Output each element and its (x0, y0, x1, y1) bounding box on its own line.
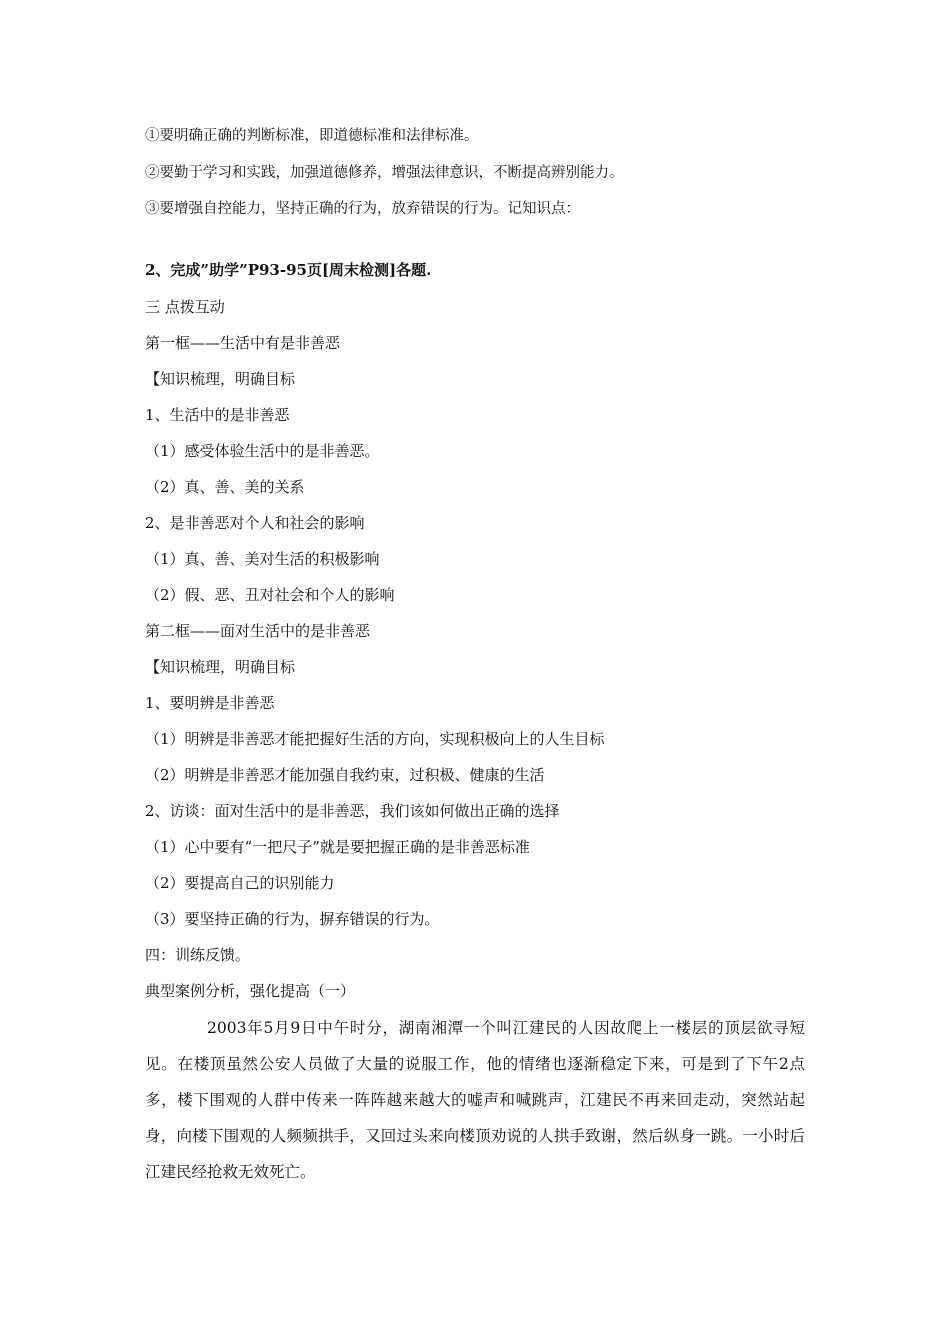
item-4: 2、访谈：面对生活中的是非善恶，我们该如何做出正确的选择 (145, 802, 560, 820)
case-paragraph: 2003年5月9日中午时分，湖南湘潭一个叫江建民的人因故爬上一楼层的顶层欲寻短见。在楼顶虽然公安人员做了大量的说服工作，他的情绪也逐渐稳定下来，可是到了下午2点多，楼下围观的人群中传来一阵阵越来越大的嘘声和喊跳声，江建民不再来回走动，突然站起身，向楼下围观的人频频拱手，又回过头来向楼顶劝说的人拱手致谢，然后纵身一跳。一小时后江建民经抢救无效死亡。 (145, 1019, 805, 1181)
item-2-2: （2）假、恶、丑对社会和个人的影响 (145, 586, 395, 604)
standard-point-1: ①要明确正确的判断标准，即道德标准和法律标准。 (145, 128, 479, 144)
item-1-2: （2）真、善、美的关系 (145, 478, 305, 496)
item-1: 1、生活中的是非善恶 (145, 406, 290, 424)
item-4-3: （3）要坚持正确的行为，摒弃错误的行为。 (145, 910, 440, 928)
knowledge-heading-2: 【知识梳理，明确目标 (145, 658, 296, 676)
item-2: 2、是非善恶对个人和社会的影响 (145, 514, 365, 532)
frame-2-heading: 第二框——面对生活中的是非善恶 (145, 622, 371, 640)
item-4-2: （2）要提高自己的识别能力 (145, 874, 335, 892)
standard-point-2: ②要勤于学习和实践，加强道德修养，增强法律意识，不断提高辨别能力。 (145, 165, 624, 181)
section-heading-4: 四：训练反馈。 (145, 946, 251, 964)
knowledge-heading-1: 【知识梳理，明确目标 (145, 370, 296, 388)
item-4-1: （1）心中要有“一把尺子”就是要把握正确的是非善恶标准 (145, 838, 530, 856)
item-3-1: （1）明辨是非善恶才能把握好生活的方向，实现积极向上的人生目标 (145, 730, 605, 748)
item-3-2: （2）明辨是非善恶才能加强自我约束，过积极、健康的生活 (145, 766, 545, 784)
case-heading: 典型案例分析，强化提高（一） (145, 982, 356, 1000)
frame-1-heading: 第一框——生活中有是非善恶 (145, 334, 341, 352)
item-2-1: （1）真、善、美对生活的积极影响 (145, 550, 380, 568)
task-line: 2、完成”助学”P93-95页[周末检测]各题. (145, 261, 432, 279)
standard-point-3: ③要增强自控能力，坚持正确的行为，放弃错误的行为。记知识点： (145, 201, 580, 217)
item-3: 1、要明辨是非善恶 (145, 694, 275, 712)
section-heading-3: 三 点拨互动 (145, 298, 225, 316)
item-1-1: （1）感受体验生活中的是非善恶。 (145, 442, 380, 460)
